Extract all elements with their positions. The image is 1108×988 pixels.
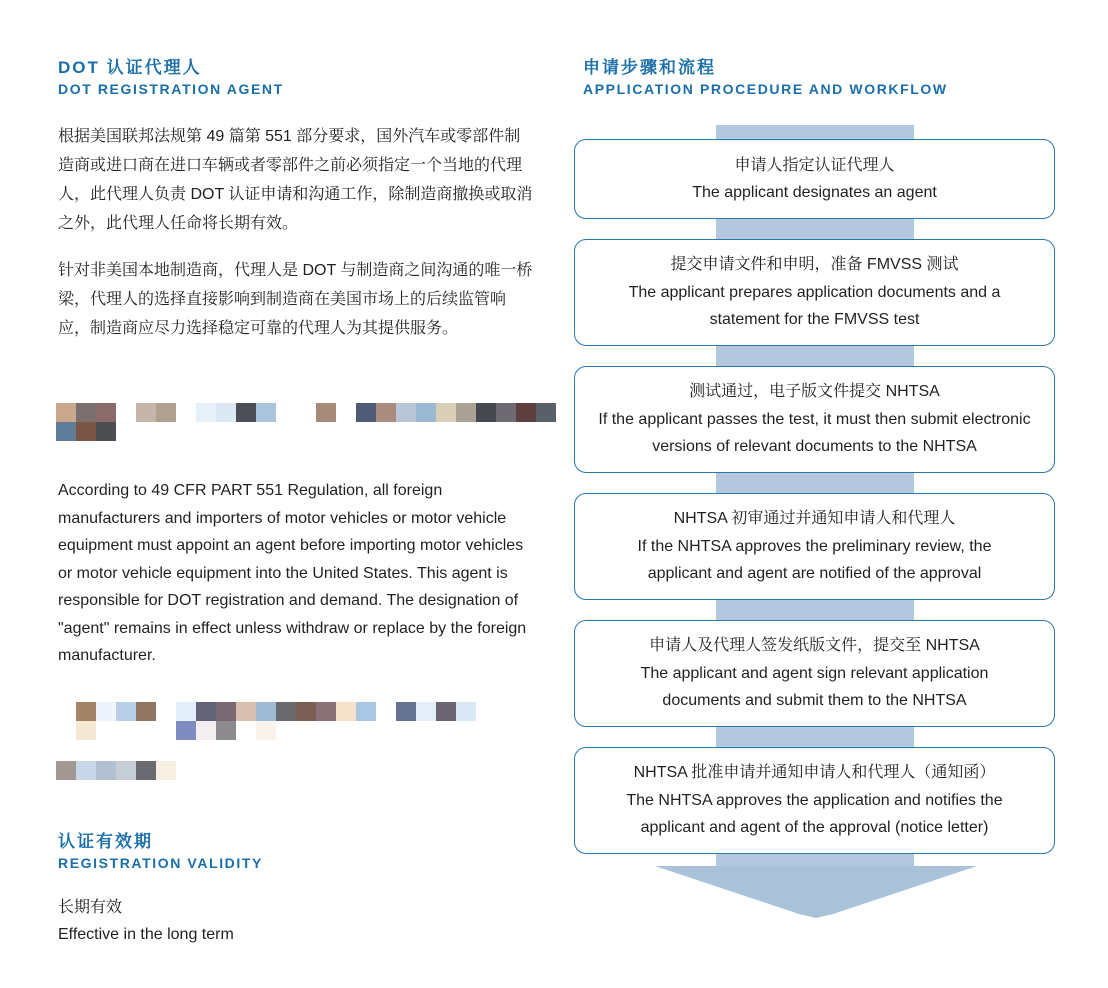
step-3-text-en: If the applicant passes the test, it must then submit electronic versions of relevant documents to the NHTSA	[598, 410, 1031, 456]
down-arrow-icon	[655, 866, 977, 918]
validity-heading-en: REGISTRATION VALIDITY	[58, 855, 263, 871]
step-4-text-en: If the NHTSA approves the preliminary review, the applicant and agent are notified of the approval	[637, 537, 992, 583]
agent-paragraph-cn-1: 根据美国联邦法规第 49 篇第 551 部分要求，国外汽车或零部件制造商或进口商在进口车辆或者零部件之前必须指定一个当地的代理人，此代理人负责 DOT 认证申请和沟通工作，除制造商撤换或取消之外，此代理人任命将长期有效。	[58, 128, 533, 232]
workflow-step-5	[574, 620, 1055, 727]
agent-paragraph-cn-2: 针对非美国本地制造商，代理人是 DOT 与制造商之间沟通的唯一桥梁，代理人的选择直接影响到制造商在美国市场上的后续监管响应，制造商应尽力选择稳定可靠的代理人为其提供服务。	[58, 262, 533, 337]
workflow-step-3	[574, 366, 1055, 473]
workflow-heading-cn: 申请步骤和流程	[583, 58, 716, 77]
step-5-text-en: The applicant and agent sign relevant application documents and submit them to the NHTSA	[640, 664, 989, 710]
workflow-step-1	[574, 139, 1055, 219]
workflow-step-6	[574, 747, 1055, 854]
validity-heading-cn: 认证有效期	[58, 832, 153, 851]
agent-paragraph-en: According to 49 CFR PART 551 Regulation, all foreign manufacturers and importers of motor vehicles or motor vehicle equipment must appoint an agent before importing motor vehicles or motor vehicle equipment into the United States. This agent is responsible for DOT registration and demand. The designation of "agent" remains in effect unless withdraw or replace by the foreign manufacturer.	[58, 482, 527, 664]
step-5-title-cn: 申请人及代理人签发纸版文件，提交至 NHTSA	[649, 637, 980, 655]
step-6-text-en: The NHTSA approves the application and notifies the applicant and agent of the approval (notice letter)	[626, 791, 1003, 837]
workflow-heading-en: APPLICATION PROCEDURE AND WORKFLOW	[583, 81, 948, 97]
step-1-title-cn: 申请人指定认证代理人	[734, 156, 895, 174]
workflow-step-4	[574, 493, 1055, 600]
validity-text-en: Effective in the long term	[58, 926, 234, 943]
step-6-title-cn: NHTSA 批准申请并通知申请人和代理人（通知函）	[633, 764, 996, 782]
step-3-title-cn: 测试通过，电子版文件提交 NHTSA	[689, 383, 940, 401]
workflow-step-2	[574, 239, 1055, 346]
step-4-title-cn: NHTSA 初审通过并通知申请人和代理人	[673, 510, 956, 528]
agent-heading-cn: DOT 认证代理人	[58, 58, 202, 77]
step-2-text-en: The applicant prepares application documents and a statement for the FMVSS test	[628, 283, 1001, 329]
step-1-text-en: The applicant designates an agent	[692, 184, 937, 201]
validity-text-cn: 长期有效	[58, 899, 123, 916]
step-2-title-cn: 提交申请文件和申明，准备 FMVSS 测试	[670, 256, 959, 274]
agent-heading-en: DOT REGISTRATION AGENT	[58, 81, 284, 97]
